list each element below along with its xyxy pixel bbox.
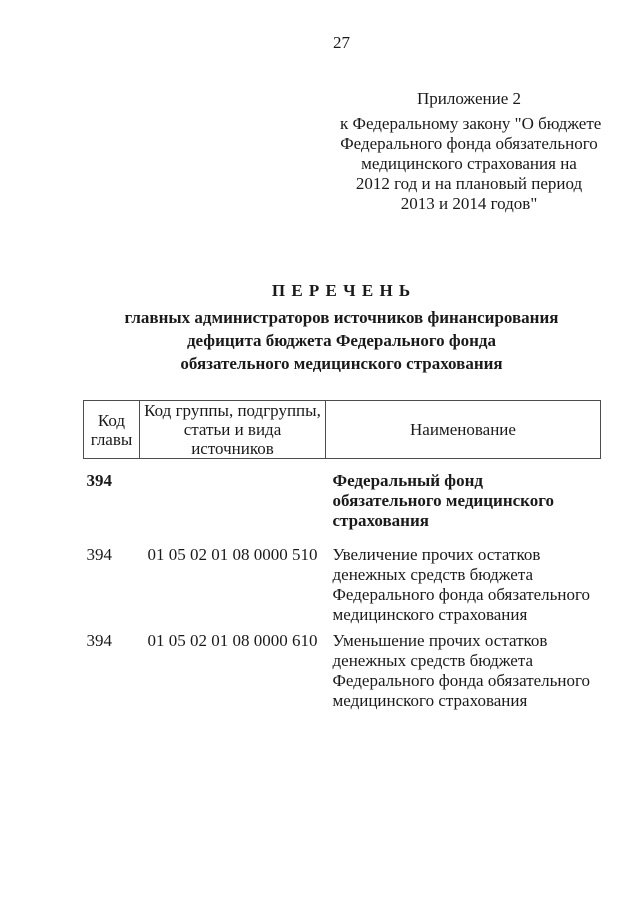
table-header [84, 401, 601, 459]
table-row [84, 459, 601, 532]
cell-source-code: 01 05 02 01 08 0000 610 [147, 631, 318, 650]
cell-name: Увеличение прочих остатков денежных средств бюджета Федерального фонда обязательного медицинского страхования [332, 545, 591, 624]
annex-ref-line: к Федеральному закону "О бюджете [340, 114, 602, 133]
cell-name: Федеральный фонд обязательного медицинского страхования [332, 471, 555, 530]
table-row [84, 625, 601, 711]
cell-source-code: 01 05 02 01 08 0000 510 [147, 545, 318, 564]
column-header-name: Наименование [326, 401, 601, 459]
document-subtitle-line: обязательного медицинского страхования [180, 354, 503, 373]
annex-label: Приложение 2 [417, 89, 521, 108]
administrators-table [83, 400, 601, 711]
column-header-chapter-code-line: главы [90, 429, 133, 449]
annex-ref-line: медицинского страхования на [361, 154, 577, 173]
document-title: П Е Р Е Ч Е Н Ь [271, 281, 412, 300]
column-header-chapter-code-line: Код [97, 410, 126, 430]
table-header-row [84, 401, 601, 459]
document-subtitle [83, 306, 600, 375]
annex-ref-line: 2012 год и на плановый период [355, 174, 583, 193]
cell-chapter-code: 394 [86, 545, 112, 564]
cell-chapter-code: 394 [86, 631, 112, 650]
column-header-source-code-line: источников [191, 439, 274, 458]
cell-name: Уменьшение прочих остатков денежных средств бюджета Федерального фонда обязательного медицинского страхования [332, 631, 591, 710]
annex-ref-line: 2013 и 2014 годов" [400, 194, 538, 213]
document-subtitle-line: дефицита бюджета Федерального фонда [186, 331, 497, 350]
column-header-chapter-code [84, 401, 140, 459]
cell-source-code [140, 459, 326, 532]
table-row [84, 531, 601, 625]
table-body [84, 459, 601, 712]
column-header-source-code [140, 401, 326, 459]
annex-reference [340, 114, 602, 214]
column-header-source-code-line: Код группы, подгруппы, [144, 401, 321, 420]
column-header-source-code-line: статьи и вида [183, 420, 282, 439]
document-subtitle-line: главных администраторов источников финансирования [124, 308, 559, 327]
annex-block [340, 89, 602, 214]
page-number: 27 [333, 33, 350, 52]
cell-chapter-code: 394 [86, 471, 112, 490]
annex-ref-line: Федерального фонда обязательного [340, 134, 598, 153]
